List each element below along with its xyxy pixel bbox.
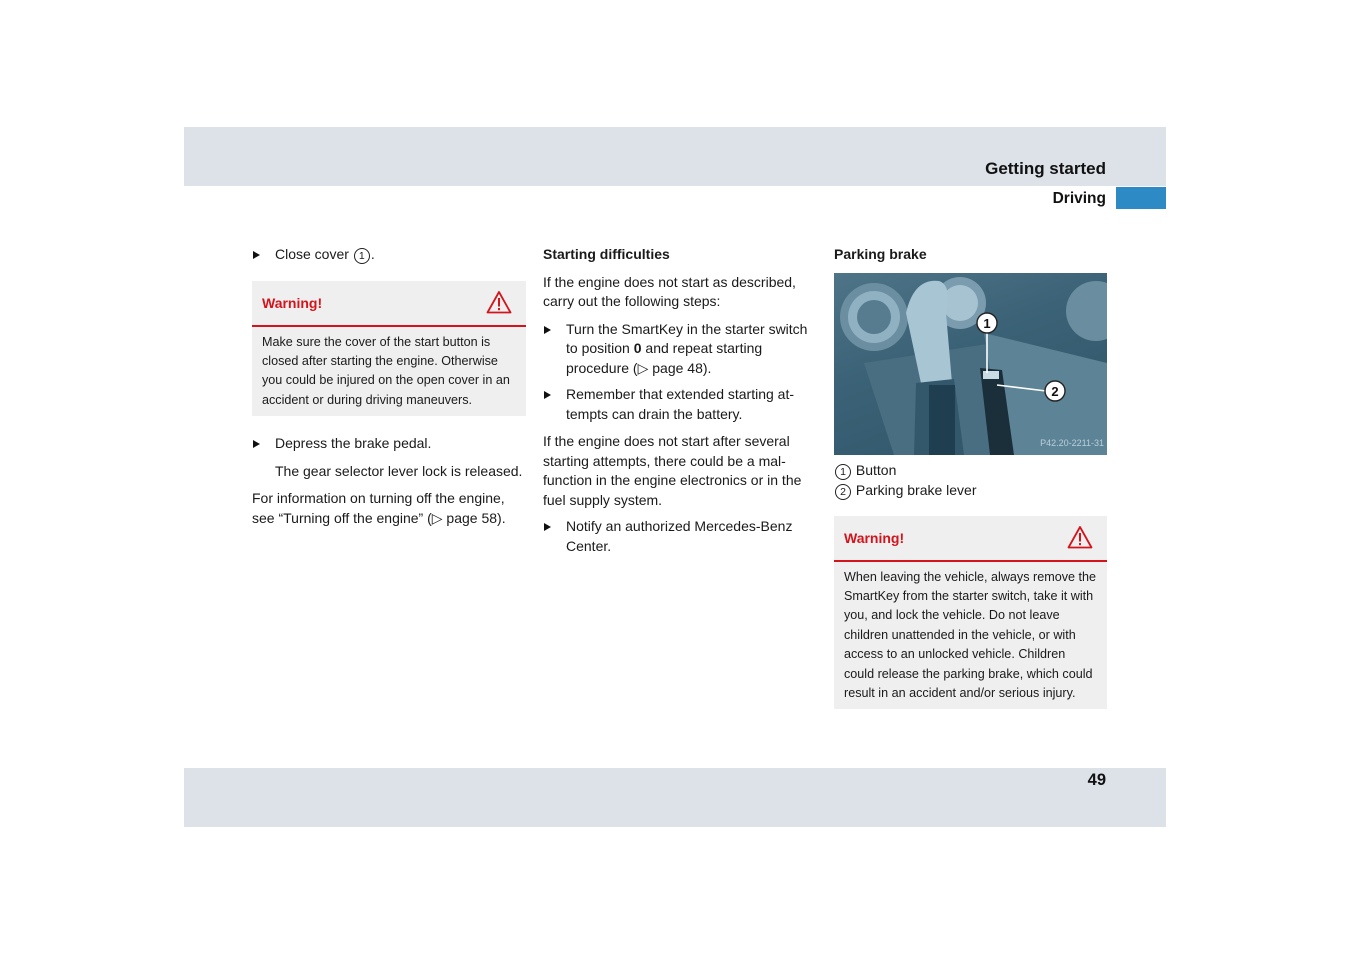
- step-battery-note: Remember that extended starting at-tempts can drain the battery.: [543, 385, 815, 424]
- legend-item: [834, 460, 1107, 480]
- warning-header: [834, 516, 1107, 562]
- photo-legend: [834, 460, 1107, 500]
- warning-title: Warning!: [262, 294, 323, 311]
- column-middle: [543, 244, 815, 556]
- photo-callout-2: 2: [1051, 383, 1059, 399]
- warning-text: Make sure the cover of the start button is closed after starting the engine. Otherwise you could be injured on the open cover in an accident or during driving maneuvers.: [262, 334, 510, 407]
- parking-brake-photo: [834, 273, 1107, 455]
- warning-title: Warning!: [844, 529, 905, 546]
- legend-label: Parking brake lever: [855, 481, 977, 498]
- parking-brake-heading: Parking brake: [834, 246, 927, 262]
- warning-triangle-icon: [1067, 525, 1093, 549]
- depress-brake-step: Depress the brake pedal.: [252, 434, 526, 454]
- legend-number: 2: [835, 484, 851, 500]
- legend-label: Button: [855, 461, 897, 478]
- step-turn-smartkey: Turn the SmartKey in the starter switch to position 0 and repeat starting procedure (▷ page 48).: [543, 320, 815, 379]
- close-cover-step: Close cover 1 .: [252, 245, 526, 265]
- intro-paragraph: If the engine does not start as described, carry out the following steps:: [543, 273, 796, 309]
- legend-number: 1: [835, 464, 851, 480]
- sub-section-title: Driving: [1052, 190, 1106, 207]
- photo-callout-1: 1: [983, 315, 991, 331]
- warning-header: [252, 281, 526, 327]
- footer-band: [184, 768, 1166, 827]
- console-illustration: [834, 273, 1107, 455]
- starting-difficulties-heading: Starting difficulties: [543, 246, 670, 262]
- step-result: The gear selector lever lock is released.: [275, 462, 523, 479]
- step-notify-center: Notify an authorized Mercedes-Benz Center.: [543, 517, 815, 556]
- section-title: Getting started: [985, 159, 1106, 178]
- malfunction-paragraph: If the engine does not start after several starting attempts, there could be a mal-function in the engine electronics or in the fuel supply system.: [543, 433, 802, 508]
- legend-item: [834, 480, 1107, 500]
- info-paragraph: For information on turning off the engine, see “Turning off the engine” (▷ page 58).: [252, 490, 506, 526]
- column-right: [834, 244, 1107, 709]
- column-left: [252, 244, 526, 528]
- warning-box-start-cover: [252, 281, 526, 417]
- page-number: 49: [1087, 771, 1106, 789]
- warning-triangle-icon: [486, 290, 512, 314]
- section-tab-marker: [1116, 187, 1166, 209]
- photo-code: P42.20-2211-31: [1040, 438, 1104, 448]
- warning-text: When leaving the vehicle, always remove the SmartKey from the starter switch, take it with you, and lock the vehicle. Do not leave children unattended in the vehicle, or with access to an unlocked vehicle. Children could release the parking brake, which could result in an accident and/or serious injury.: [844, 569, 1097, 700]
- callout-number: 1: [354, 248, 370, 264]
- warning-box-parking-brake: [834, 516, 1107, 710]
